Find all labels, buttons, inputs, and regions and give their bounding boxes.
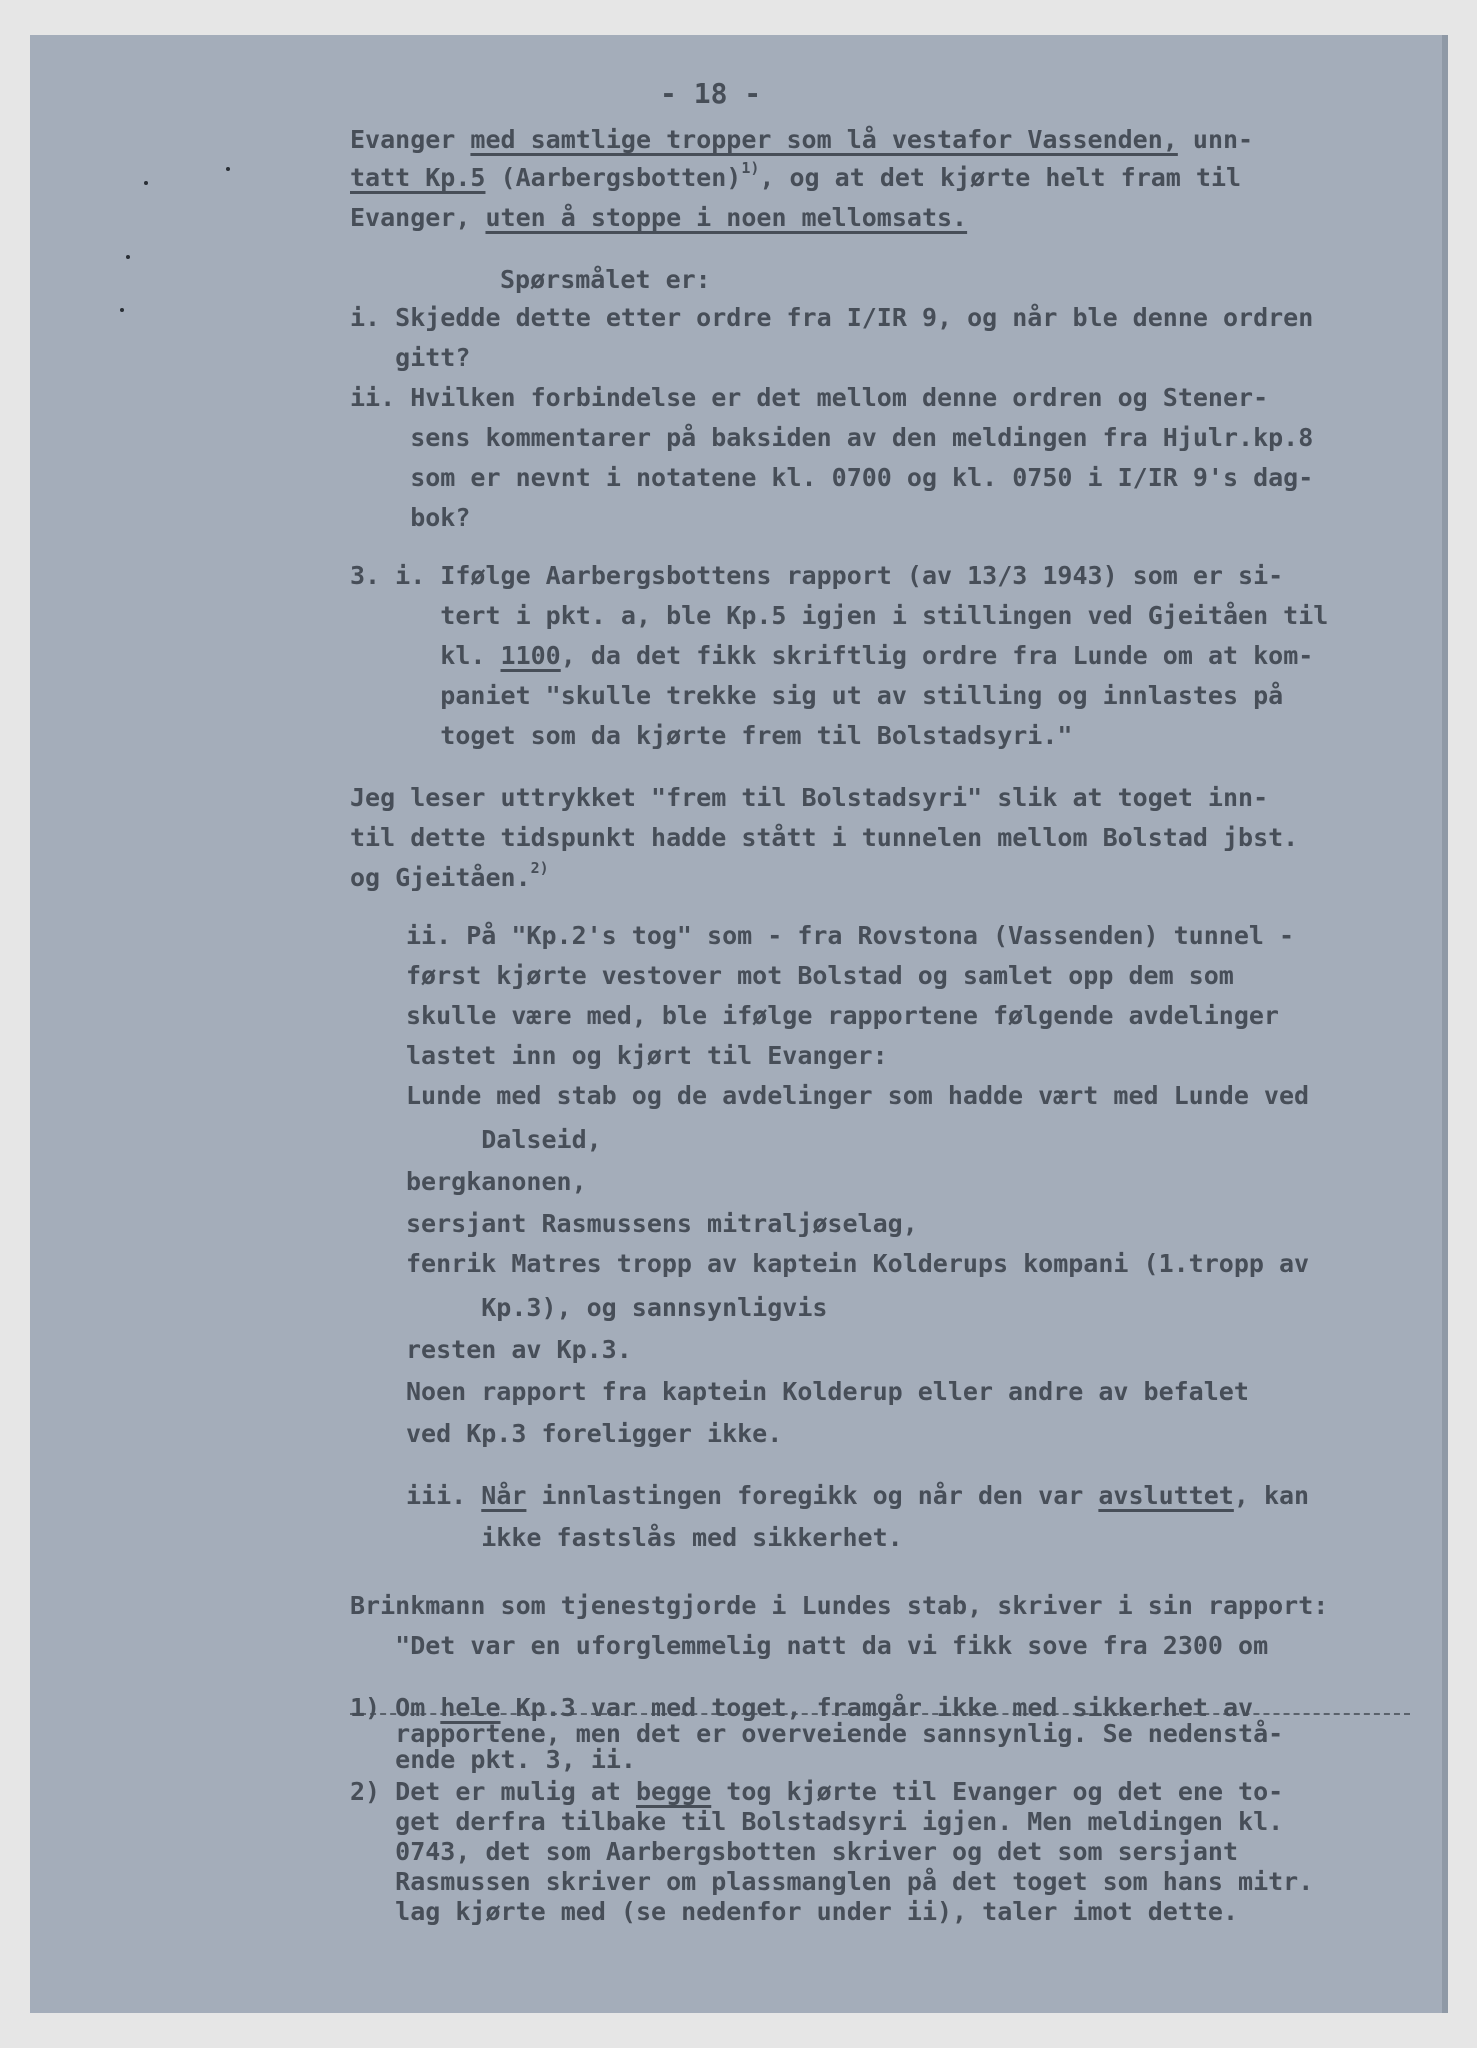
text-run: tog kjørte til Evanger og det ene to- — [711, 1777, 1284, 1806]
section-3ii: lastet inn og kjørt til Evanger: — [406, 1041, 888, 1070]
section-3i — [350, 639, 1313, 673]
text-run: (Aarbergsbotten) — [485, 163, 742, 192]
footnote-1: ende pkt. 3, ii. — [350, 1745, 636, 1774]
margin-mark — [120, 308, 124, 312]
question-1: gitt? — [350, 343, 471, 372]
reading-paragraph: Jeg leser uttrykket "frem til Bolstadsyri" slik at toget inn- — [350, 783, 1269, 812]
question-2: ii. Hvilken forbindelse er det mellom denne ordren og Stener- — [350, 383, 1269, 412]
underlined-text: begge — [635, 1777, 712, 1806]
footnote-1 — [350, 1695, 1253, 1721]
intro-line-1 — [350, 123, 1253, 157]
footnote-2: Rasmussen skriver om plassmanglen på det toget som hans mitr. — [350, 1867, 1314, 1896]
document-page — [30, 35, 1448, 2013]
question-1: i. Skjedde dette etter ordre fra I/IR 9, og når ble denne ordren — [350, 303, 1314, 332]
margin-mark — [144, 181, 148, 185]
section-3ii: fenrik Matres tropp av kaptein Kolderups kompani (1.tropp av — [406, 1249, 1310, 1278]
footnote-2 — [350, 1777, 1283, 1807]
underlined-text: 1100 — [500, 641, 561, 670]
section-3ii: sersjant Rasmussens mitraljøselag, — [406, 1209, 918, 1238]
section-3ii: ii. På "Kp.2's tog" som - fra Rovstona (Vassenden) tunnel - — [406, 921, 1295, 950]
brinkmann-paragraph: Brinkmann som tjenestgjorde i Lundes stab, skriver i sin rapport: — [350, 1591, 1329, 1620]
question-2: som er nevnt i notatene kl. 0700 og kl. 0750 i I/IR 9's dag- — [350, 463, 1314, 492]
underlined-text: med samtlige tropper som lå vestafor Vassenden, — [470, 125, 1178, 154]
questions-heading: Spørsmålet er: — [500, 265, 711, 294]
intro-line-2 — [350, 161, 1241, 195]
underlined-text: tatt Kp.5 — [350, 163, 486, 192]
section-3i: paniet "skulle trekke sig ut av stilling og innlastes på — [350, 681, 1284, 710]
text-run: , kan — [1233, 1481, 1310, 1510]
text-run: Evanger, — [350, 203, 486, 232]
section-3i: 3. i. Ifølge Aarbergsbottens rapport (av 13/3 1943) som er si- — [350, 561, 1284, 590]
text-run: og Gjeitåen. — [350, 863, 531, 892]
section-3ii: ved Kp.3 foreligger ikke. — [406, 1419, 783, 1448]
text-run: innlastingen foregikk og når den var — [526, 1481, 1099, 1510]
text-run: iii. — [406, 1481, 482, 1510]
footnote-2: get derfra tilbake til Bolstadsyri igjen. Men meldingen kl. — [350, 1807, 1284, 1836]
text-run: Kp.3 var med toget, framgår ikke med sikkerhet av — [500, 1693, 1254, 1722]
text-run: 1) Om — [350, 1693, 441, 1722]
footnote-ref: 1) — [741, 159, 760, 177]
section-3i: toget som da kjørte frem til Bolstadsyri." — [350, 721, 1073, 750]
intro-line-3 — [350, 201, 967, 235]
question-2: sens kommentarer på baksiden av den meldingen fra Hjulr.kp.8 — [350, 423, 1314, 452]
question-2: bok? — [350, 503, 471, 532]
margin-mark — [126, 255, 130, 259]
underlined-text: Når — [481, 1481, 527, 1510]
section-3ii: Noen rapport fra kaptein Kolderup eller andre av befalet — [406, 1377, 1249, 1406]
text-run: kl. — [350, 641, 501, 670]
section-3ii: Kp.3), og sannsynligvis — [406, 1293, 828, 1322]
brinkmann-paragraph: "Det var en uforglemmelig natt da vi fikk sove fra 2300 om — [350, 1631, 1269, 1660]
section-3ii: Lunde med stab og de avdelinger som hadde vært med Lunde ved — [406, 1081, 1310, 1110]
reading-paragraph — [350, 861, 549, 895]
section-3ii: først kjørte vestover mot Bolstad og samlet opp dem som — [406, 961, 1234, 990]
footnote-2: 0743, det som Aarbergsbotten skriver og det som sersjant — [350, 1837, 1239, 1866]
section-3ii: Dalseid, — [406, 1125, 602, 1154]
page-content — [30, 35, 1448, 2013]
margin-mark — [226, 167, 230, 171]
underlined-text: avsluttet — [1098, 1481, 1234, 1510]
section-3i: tert i pkt. a, ble Kp.5 igjen i stillingen ved Gjeitåen til — [350, 601, 1329, 630]
reading-paragraph: til dette tidspunkt hadde stått i tunnelen mellom Bolstad jbst. — [350, 823, 1299, 852]
section-3ii: skulle være med, ble ifølge rapportene følgende avdelinger — [406, 1001, 1279, 1030]
footnote-1: rapportene, men det er overveiende sannsynlig. Se nedenstå- — [350, 1719, 1284, 1748]
footnote-2: lag kjørte med (se nedenfor under ii), taler imot dette. — [350, 1897, 1239, 1926]
text-run: unn- — [1177, 125, 1254, 154]
underlined-text: uten å stoppe i noen mellomsats. — [485, 203, 968, 232]
text-run: , da det fikk skriftlig ordre fra Lunde om at kom- — [560, 641, 1314, 670]
page-number: - 18 - — [660, 77, 762, 110]
footnote-ref: 2) — [530, 859, 549, 877]
section-3iii — [406, 1479, 1309, 1513]
text-run: Evanger — [350, 125, 471, 154]
section-3ii: bergkanonen, — [406, 1167, 587, 1196]
text-run: , og at det kjørte helt fram til — [759, 163, 1242, 192]
section-3ii: resten av Kp.3. — [406, 1335, 632, 1364]
text-run: 2) Det er mulig at — [350, 1777, 636, 1806]
section-3iii: ikke fastslås med sikkerhet. — [406, 1523, 903, 1552]
underlined-text: hele — [440, 1693, 501, 1722]
